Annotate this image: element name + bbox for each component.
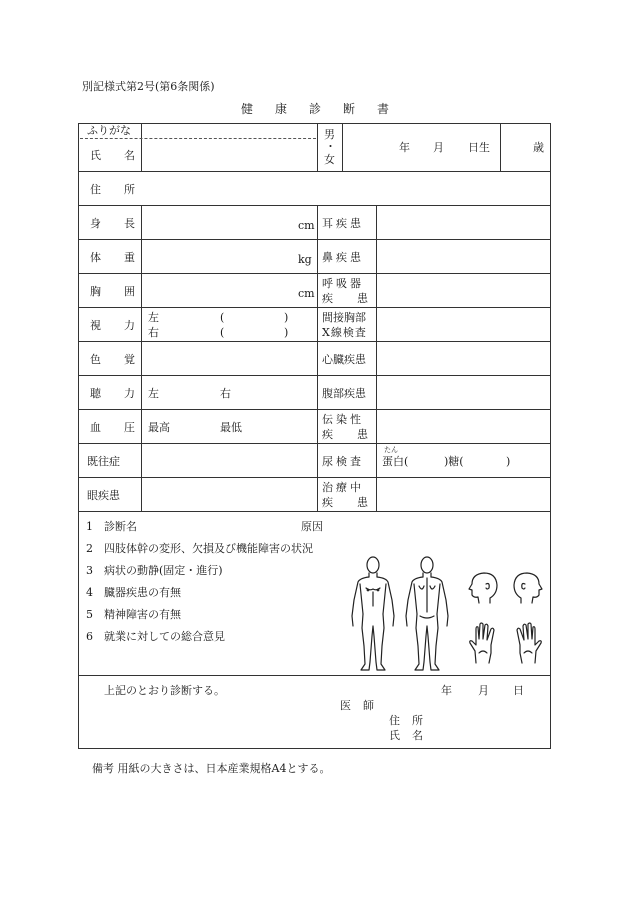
cert-month-label: 月 xyxy=(478,684,489,697)
xray-label-2: X線検査 xyxy=(322,326,367,339)
weight-label: 体 重 xyxy=(90,251,135,264)
form-reference: 別記様式第2号(第6条関係) xyxy=(82,80,215,93)
abdomen-disease-label: 腹部疾患 xyxy=(322,387,366,400)
birth-year-label: 年 xyxy=(399,141,410,154)
medical-history-label: 既往症 xyxy=(87,455,120,468)
height-unit: cm xyxy=(298,219,315,232)
employment-opinion: 就業に対しての総合意見 xyxy=(104,630,225,643)
urine-test-label: 尿検査 xyxy=(322,455,364,468)
height-label: 身 長 xyxy=(90,217,135,230)
age-label: 歳 xyxy=(533,141,544,154)
doctor-name-label: 氏名 xyxy=(389,729,435,742)
limb-deformity-status: 四肢体幹の変形、欠損及び機能障害の状況 xyxy=(104,542,313,555)
vision-right-paren-close: ) xyxy=(284,326,289,339)
urine-protein-ruby: たん xyxy=(384,446,398,454)
head-left-figure xyxy=(466,570,502,606)
hand-left-figure xyxy=(467,619,501,665)
vision-left-paren-close: ) xyxy=(284,311,289,324)
urine-close-paren: ) xyxy=(506,455,511,468)
diagnosis-num-6: 6 xyxy=(86,630,93,643)
urine-sugar-label: )糖( xyxy=(444,455,464,468)
treatment-label-1: 治療中 xyxy=(322,481,364,494)
chest-unit: cm xyxy=(298,287,315,300)
diagnosis-num-5: 5 xyxy=(86,608,93,621)
ear-disease-label: 耳疾患 xyxy=(322,217,364,230)
chest-field[interactable] xyxy=(143,275,293,306)
weight-unit: kg xyxy=(298,253,312,266)
address-field[interactable] xyxy=(143,173,548,204)
form-note: 備考 用紙の大きさは、日本産業規格A4とする。 xyxy=(92,762,331,775)
mental-disorder: 精神障害の有無 xyxy=(104,608,181,621)
nose-disease-label: 鼻疾患 xyxy=(322,251,364,264)
color-vision-label: 色 覚 xyxy=(90,353,135,366)
vision-left-label: 左 xyxy=(148,311,159,324)
furigana-label: ふりがな xyxy=(87,124,131,137)
infectious-label-1: 伝染性 xyxy=(322,413,364,426)
respiratory-label-1: 呼吸器 xyxy=(322,277,364,290)
bp-max-label: 最高 xyxy=(148,421,170,434)
chest-label: 胸 囲 xyxy=(90,285,135,298)
body-front-figure xyxy=(348,556,398,674)
weight-field[interactable] xyxy=(143,241,293,272)
diagnosis-num-4: 4 xyxy=(86,586,93,599)
cert-year-label: 年 xyxy=(441,684,452,697)
hand-right-figure xyxy=(510,619,544,665)
sex-male[interactable]: 男 xyxy=(324,128,335,141)
respiratory-label-2: 疾患 xyxy=(322,292,392,305)
form-title: 健康診断書 xyxy=(240,102,411,116)
address-label: 住 所 xyxy=(90,183,135,196)
diagnosis-num-1: 1 xyxy=(86,520,93,533)
sex-female[interactable]: 女 xyxy=(324,153,335,166)
treatment-label-2: 疾患 xyxy=(322,496,392,509)
diagnosis-cause: 原因 xyxy=(301,520,323,533)
vision-right-paren-open: ( xyxy=(220,326,225,339)
diagnosis-num-2: 2 xyxy=(86,542,93,555)
diagnosis-num-3: 3 xyxy=(86,564,93,577)
birth-day-label: 日生 xyxy=(468,141,490,154)
sex-separator: ・ xyxy=(325,140,336,153)
hearing-label: 聴 力 xyxy=(90,387,135,400)
hearing-left-label: 左 xyxy=(148,387,159,400)
certification-statement: 上記のとおり診断する。 xyxy=(104,684,225,697)
birth-month-label: 月 xyxy=(433,141,444,154)
organ-disease: 臓器疾患の有無 xyxy=(104,586,181,599)
vision-label: 視 力 xyxy=(90,319,135,332)
head-right-figure xyxy=(509,570,545,606)
diagnosis-name: 診断名 xyxy=(104,520,137,533)
heart-disease-label: 心臓疾患 xyxy=(322,353,366,366)
vision-left-paren-open: ( xyxy=(220,311,225,324)
name-field[interactable] xyxy=(143,140,315,170)
condition-trend: 病状の動静(固定・進行) xyxy=(104,564,223,577)
infectious-label-2: 疾患 xyxy=(322,428,392,441)
name-label: 氏 名 xyxy=(90,149,135,162)
bp-min-label: 最低 xyxy=(220,421,242,434)
body-back-figure xyxy=(402,556,452,674)
height-field[interactable] xyxy=(143,207,293,238)
hearing-right-label: 右 xyxy=(220,387,231,400)
blood-pressure-label: 血 圧 xyxy=(90,421,135,434)
doctor-address-label: 住所 xyxy=(389,714,435,727)
vision-right-label: 右 xyxy=(148,326,159,339)
cert-day-label: 日 xyxy=(513,684,524,697)
xray-label-1: 間接胸部 xyxy=(322,311,366,324)
furigana-field[interactable] xyxy=(143,124,315,137)
urine-protein-label: 蛋白( xyxy=(382,455,409,468)
doctor-label: 医師 xyxy=(340,699,386,712)
eye-disease-label: 眼疾患 xyxy=(87,489,120,502)
